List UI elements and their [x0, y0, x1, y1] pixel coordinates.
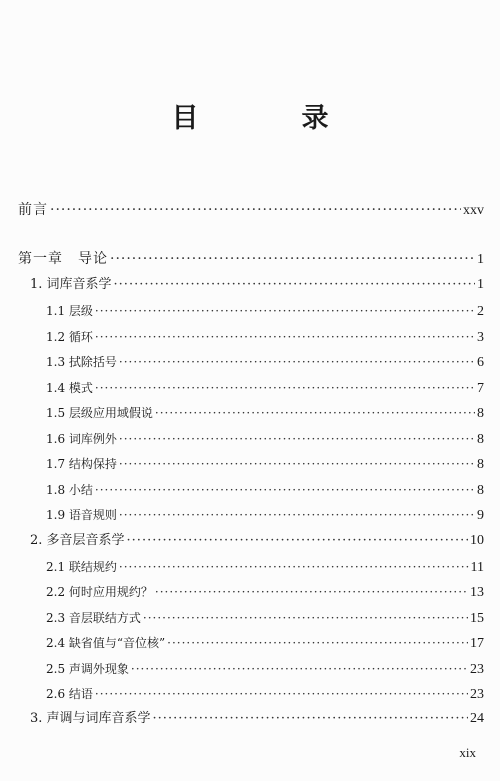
dot-leader	[119, 559, 469, 575]
toc-entry-2-6[interactable]	[46, 686, 484, 703]
toc-entry-section-2[interactable]	[30, 533, 484, 549]
toc-entry-preface[interactable]	[18, 202, 484, 219]
toc-entry-label: 3. 声调与词库音系学	[30, 711, 151, 726]
dot-leader	[155, 584, 468, 600]
toc-entry-page: 15	[470, 611, 484, 626]
toc-entry-2-3[interactable]	[46, 610, 484, 627]
dot-leader	[95, 686, 468, 702]
toc-entry-label: 2.3 音层联结方式	[46, 611, 141, 625]
toc-entry-label: 2.5 声调外现象	[46, 662, 129, 676]
toc-entry-label: 1.1 层级	[46, 304, 93, 318]
toc-entry-label: 1.7 结构保持	[46, 457, 117, 471]
dot-leader	[155, 405, 475, 421]
toc-entry-page: 1	[477, 277, 484, 292]
dot-leader	[95, 303, 475, 319]
toc-entry-label: 2.1 联结规约	[46, 560, 117, 574]
toc-entry-2-5[interactable]	[46, 661, 484, 678]
toc-entry-page: 17	[470, 636, 484, 651]
dot-leader	[119, 456, 475, 472]
toc-entry-1-4[interactable]	[46, 380, 484, 397]
toc-entry-page: 3	[477, 330, 484, 345]
toc-entry-1-7[interactable]	[46, 456, 484, 473]
dot-leader	[110, 251, 475, 267]
dot-leader	[131, 661, 468, 677]
toc-entry-page: 2	[477, 304, 484, 319]
dot-leader	[119, 354, 475, 370]
toc-entry-page: 8	[477, 483, 484, 498]
dot-leader	[119, 507, 475, 523]
toc-entry-2-1[interactable]	[46, 559, 484, 576]
dot-leader	[143, 610, 468, 626]
toc-entry-label: 1.9 语音规则	[46, 508, 117, 522]
dot-leader	[153, 711, 468, 727]
toc-entry-chapter-1[interactable]	[18, 251, 484, 268]
toc-entry-page: 6	[477, 355, 484, 370]
toc-entry-label: 前言	[18, 202, 48, 218]
dot-leader	[127, 533, 468, 549]
toc-entry-page: 7	[477, 381, 484, 396]
toc-entry-label: 1.8 小结	[46, 483, 93, 497]
toc-entry-label: 1.3 拭除括号	[46, 355, 117, 369]
toc-entry-label: 2.2 何时应用规约？	[46, 585, 153, 599]
dot-leader	[95, 380, 475, 396]
toc-entry-1-8[interactable]	[46, 482, 484, 499]
toc-entry-label: 2.6 结语	[46, 687, 93, 701]
toc-entry-page: xxv	[463, 203, 484, 218]
toc-entry-page: 23	[470, 662, 484, 677]
toc-entry-page: 13	[470, 585, 484, 600]
toc-entry-label: 2. 多音层音系学	[30, 533, 125, 548]
toc-entry-2-2[interactable]	[46, 584, 484, 601]
toc-entry-1-1[interactable]	[46, 303, 484, 320]
toc-entry-page: 10	[470, 533, 484, 548]
toc-entry-2-4[interactable]	[46, 635, 484, 652]
page-title: 目 录	[171, 103, 367, 134]
toc-entry-label: 第一章 导论	[18, 251, 108, 267]
toc-entry-section-1[interactable]	[30, 277, 484, 293]
dot-leader	[50, 202, 461, 218]
toc-entry-page: 8	[477, 457, 484, 472]
toc-entry-label: 1.5 层级应用域假说	[46, 406, 153, 420]
toc-entry-label: 1.6 词库例外	[46, 432, 117, 446]
page-number: xix	[459, 745, 476, 760]
toc-entry-1-2[interactable]	[46, 329, 484, 346]
dot-leader	[167, 635, 468, 651]
dot-leader	[95, 482, 475, 498]
dot-leader	[119, 431, 475, 447]
toc-entry-page: 23	[470, 687, 484, 702]
dot-leader	[95, 329, 475, 345]
toc-entry-label: 1.4 模式	[46, 381, 93, 395]
dot-leader	[114, 277, 475, 293]
toc-entry-page: 24	[470, 711, 484, 726]
toc-entry-page: 8	[477, 432, 484, 447]
toc-entry-1-6[interactable]	[46, 431, 484, 448]
toc-entry-1-3[interactable]	[46, 354, 484, 371]
toc-entry-page: 8	[477, 406, 484, 421]
toc-entry-label: 1. 词库音系学	[30, 277, 112, 292]
toc-entry-page: 1	[477, 252, 484, 267]
toc-entry-page: 9	[477, 508, 484, 523]
toc-entry-label: 2.4 缺省值与“音位核”	[46, 636, 166, 650]
toc-entry-1-5[interactable]	[46, 405, 484, 422]
toc-entry-label: 1.2 循环	[46, 330, 93, 344]
toc-entry-section-3[interactable]	[30, 711, 484, 727]
toc-entry-page: 11	[470, 560, 484, 575]
toc-entry-1-9[interactable]	[46, 507, 484, 524]
